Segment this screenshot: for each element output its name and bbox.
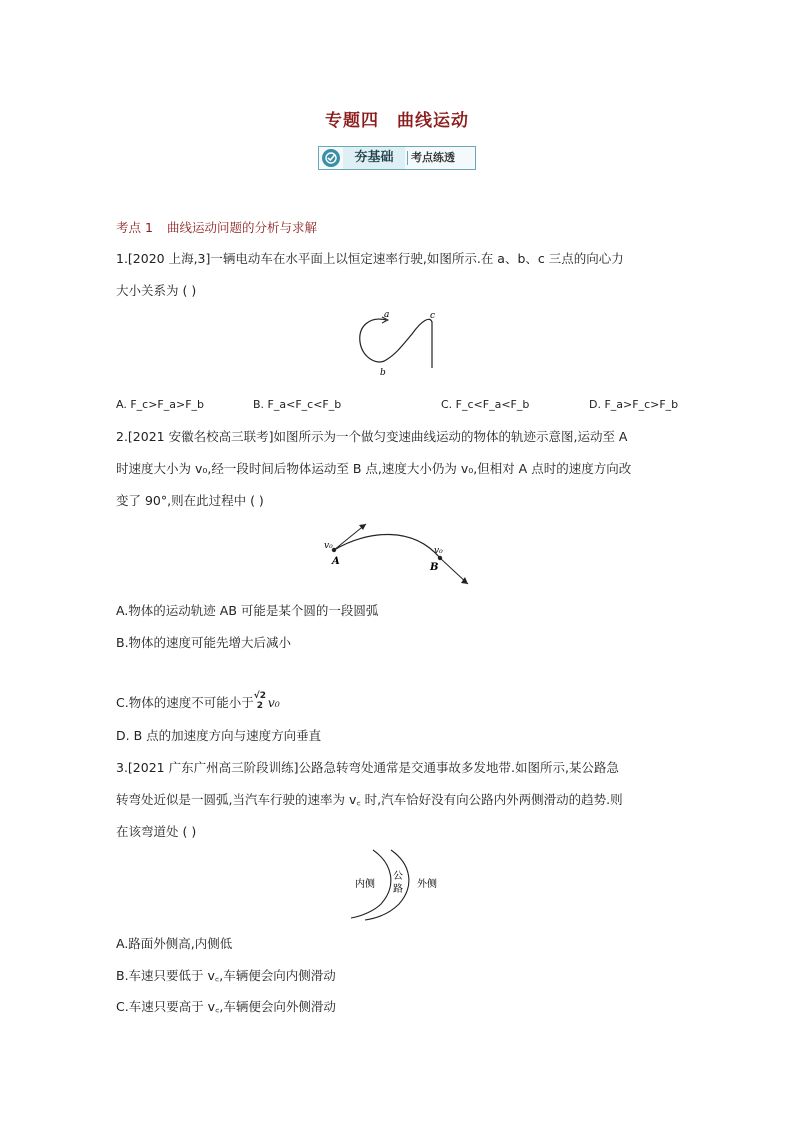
q3-label-road2: 路 bbox=[393, 884, 403, 895]
q3-option-c[interactable]: C.车速只要高于 v꜀,车辆便会向外侧滑动 bbox=[116, 999, 336, 1014]
q1-option-d[interactable]: D. F_a>F_c>F_b bbox=[589, 398, 679, 411]
q1-option-b[interactable]: B. F_a<F_c<F_b bbox=[253, 398, 342, 411]
q3-stem-line2: 转弯处近似是一圆弧,当汽车行驶的速率为 v꜀ 时,汽车恰好没有向公路内外两侧滑动的趋势.则 bbox=[116, 792, 623, 807]
badge-divider bbox=[407, 151, 408, 165]
section-badge bbox=[318, 146, 476, 170]
q2-option-c-suffix: v₀ bbox=[267, 695, 280, 710]
q2-option-b[interactable]: B.物体的速度可能先增大后减小 bbox=[116, 635, 292, 650]
q2-label-b: B bbox=[430, 562, 439, 573]
q1-trajectory bbox=[360, 319, 432, 368]
q3-label-inner: 内侧 bbox=[355, 879, 375, 890]
q1-figure bbox=[350, 308, 450, 380]
title-part2: 曲线运动 bbox=[397, 111, 469, 131]
q1-option-c[interactable]: C. F_c<F_a<F_b bbox=[441, 398, 530, 411]
q2-option-c-prefix: C.物体的速度不可能小于 bbox=[116, 695, 254, 710]
q2-option-a[interactable]: A.物体的运动轨迹 AB 可能是某个圆的一段圆弧 bbox=[116, 603, 379, 618]
q1-stem-line2: 大小关系为 ( ) bbox=[116, 283, 197, 298]
q3-option-a[interactable]: A.路面外侧高,内侧低 bbox=[116, 936, 233, 951]
check-target-icon bbox=[322, 149, 340, 167]
q1-label-a: a bbox=[384, 310, 390, 320]
q2-label-a: A bbox=[332, 556, 340, 567]
badge-sub-label: 考点练透 bbox=[411, 151, 455, 164]
q1-stem-line1: 1.[2020 上海,3]一辆电动车在水平面上以恒定速率行驶,如图所示.在 a、b、c 三点的向心力 bbox=[116, 251, 624, 266]
q3-stem-line1: 3.[2021 广东广州高三阶段训练]公路急转弯处通常是交通事故多发地带.如图所示,某公路急 bbox=[116, 760, 619, 775]
q2-stem-line2: 时速度大小为 v₀,经一段时间后物体运动至 B 点,速度大小仍为 v₀,但相对 A 点时的速度方向改 bbox=[116, 461, 632, 476]
q3-stem-line3: 在该弯道处 ( ) bbox=[116, 824, 197, 839]
q2-point-b bbox=[438, 556, 442, 560]
q2-trajectory bbox=[334, 534, 440, 558]
q2-figure bbox=[318, 518, 478, 590]
q2-option-c-frac-den: 2 bbox=[256, 701, 263, 711]
page-title bbox=[0, 106, 794, 131]
q3-label-outer: 外侧 bbox=[417, 879, 437, 890]
q2-stem-line1: 2.[2021 安徽名校高三联考]如图所示为一个做匀变速曲线运动的物体的轨迹示意图,运动至 A bbox=[116, 429, 628, 444]
q2-option-d[interactable]: D. B 点的加速度方向与速度方向垂直 bbox=[116, 728, 322, 743]
badge-main-label: 夯基础 bbox=[343, 147, 405, 169]
q3-label-road1: 公 bbox=[393, 871, 403, 882]
q1-option-a[interactable]: A. F_c>F_a>F_b bbox=[116, 398, 205, 411]
q3-option-b[interactable]: B.车速只要低于 v꜀,车辆便会向内侧滑动 bbox=[116, 968, 336, 983]
q2-option-c[interactable] bbox=[116, 691, 280, 711]
title-part1: 专题四 bbox=[325, 111, 379, 131]
section-label: 考点 1 bbox=[116, 220, 153, 235]
q2-stem-line3: 变了 90°,则在此过程中 ( ) bbox=[116, 493, 264, 508]
q2-option-c-frac-num: √2 bbox=[253, 691, 266, 701]
section-text: 曲线运动问题的分析与求解 bbox=[166, 220, 317, 235]
section-heading bbox=[116, 218, 317, 236]
q1-label-b: b bbox=[380, 368, 386, 378]
q3-figure bbox=[345, 846, 455, 922]
q2-label-va: v₀ bbox=[324, 541, 333, 551]
q1-label-c: c bbox=[430, 311, 436, 321]
q2-velocity-a bbox=[334, 524, 366, 550]
q2-label-vb: v₀ bbox=[434, 546, 443, 556]
